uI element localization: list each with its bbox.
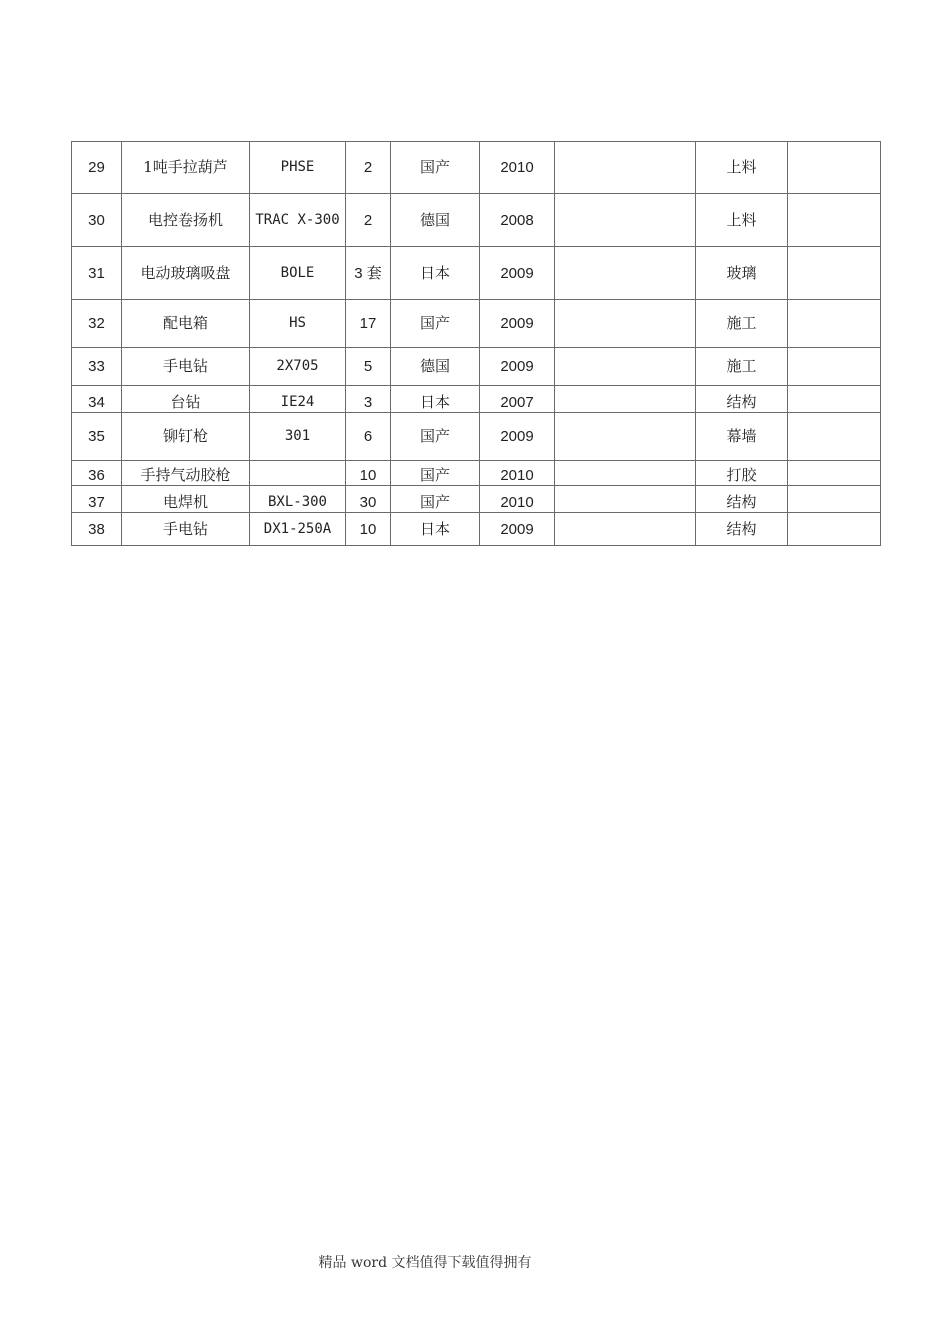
row-number: 38 — [72, 513, 122, 546]
equipment-quantity: 5 — [346, 348, 391, 386]
row-number: 31 — [72, 247, 122, 300]
blank-cell — [788, 513, 881, 546]
equipment-quantity: 2 — [346, 142, 391, 194]
row-number: 34 — [72, 386, 122, 413]
blank-cell — [555, 247, 696, 300]
blank-cell — [788, 461, 881, 486]
equipment-quantity: 3 套 — [346, 247, 391, 300]
equipment-year: 2009 — [480, 413, 555, 461]
equipment-quantity: 6 — [346, 413, 391, 461]
equipment-year: 2007 — [480, 386, 555, 413]
blank-cell — [788, 386, 881, 413]
equipment-quantity: 3 — [346, 386, 391, 413]
blank-cell — [788, 486, 881, 513]
equipment-use: 上料 — [696, 142, 788, 194]
equipment-name: 1吨手拉葫芦 — [122, 142, 250, 194]
table-row — [72, 386, 881, 413]
equipment-year: 2009 — [480, 300, 555, 348]
equipment-name: 电焊机 — [122, 486, 250, 513]
equipment-origin: 国产 — [391, 142, 480, 194]
equipment-name: 手电钻 — [122, 348, 250, 386]
equipment-quantity: 10 — [346, 461, 391, 486]
equipment-year: 2008 — [480, 194, 555, 247]
equipment-model: 2X705 — [250, 348, 346, 386]
blank-cell — [788, 300, 881, 348]
equipment-model: PHSE — [250, 142, 346, 194]
equipment-origin: 德国 — [391, 348, 480, 386]
equipment-year: 2010 — [480, 486, 555, 513]
equipment-quantity: 10 — [346, 513, 391, 546]
row-number: 30 — [72, 194, 122, 247]
equipment-model: 301 — [250, 413, 346, 461]
blank-cell — [555, 513, 696, 546]
equipment-use: 施工 — [696, 300, 788, 348]
equipment-name: 配电箱 — [122, 300, 250, 348]
equipment-model: BOLE — [250, 247, 346, 300]
equipment-origin: 日本 — [391, 386, 480, 413]
table-row — [72, 413, 881, 461]
row-number: 32 — [72, 300, 122, 348]
equipment-use: 玻璃 — [696, 247, 788, 300]
row-number: 36 — [72, 461, 122, 486]
equipment-name: 铆钉枪 — [122, 413, 250, 461]
equipment-origin: 国产 — [391, 486, 480, 513]
blank-cell — [555, 348, 696, 386]
equipment-quantity: 30 — [346, 486, 391, 513]
table-row — [72, 300, 881, 348]
equipment-name: 手持气动胶枪 — [122, 461, 250, 486]
equipment-model: IE24 — [250, 386, 346, 413]
blank-cell — [555, 413, 696, 461]
equipment-name: 手电钻 — [122, 513, 250, 546]
row-number: 29 — [72, 142, 122, 194]
equipment-quantity: 17 — [346, 300, 391, 348]
blank-cell — [788, 348, 881, 386]
equipment-year: 2009 — [480, 513, 555, 546]
equipment-origin: 国产 — [391, 300, 480, 348]
equipment-use: 打胶 — [696, 461, 788, 486]
table-row — [72, 513, 881, 546]
equipment-table — [71, 141, 881, 546]
equipment-model: HS — [250, 300, 346, 348]
equipment-use: 幕墙 — [696, 413, 788, 461]
equipment-year: 2010 — [480, 461, 555, 486]
blank-cell — [788, 142, 881, 194]
row-number: 35 — [72, 413, 122, 461]
equipment-origin: 日本 — [391, 513, 480, 546]
equipment-use: 上料 — [696, 194, 788, 247]
equipment-model: TRAC X-300 — [250, 194, 346, 247]
blank-cell — [555, 461, 696, 486]
equipment-model: BXL-300 — [250, 486, 346, 513]
table-row — [72, 461, 881, 486]
table-row — [72, 348, 881, 386]
blank-cell — [555, 142, 696, 194]
equipment-model — [250, 461, 346, 486]
equipment-year: 2009 — [480, 247, 555, 300]
equipment-use: 结构 — [696, 386, 788, 413]
blank-cell — [788, 194, 881, 247]
equipment-use: 结构 — [696, 486, 788, 513]
blank-cell — [788, 413, 881, 461]
page-footer: 精品 word 文档值得下载值得拥有 — [318, 1255, 532, 1271]
equipment-use: 结构 — [696, 513, 788, 546]
blank-cell — [555, 486, 696, 513]
blank-cell — [555, 300, 696, 348]
equipment-year: 2009 — [480, 348, 555, 386]
table-row — [72, 142, 881, 194]
equipment-origin: 德国 — [391, 194, 480, 247]
equipment-model: DX1-250A — [250, 513, 346, 546]
blank-cell — [555, 194, 696, 247]
equipment-name: 电控卷扬机 — [122, 194, 250, 247]
equipment-quantity: 2 — [346, 194, 391, 247]
equipment-origin: 日本 — [391, 247, 480, 300]
equipment-origin: 国产 — [391, 413, 480, 461]
equipment-year: 2010 — [480, 142, 555, 194]
table-row — [72, 486, 881, 513]
row-number: 37 — [72, 486, 122, 513]
equipment-use: 施工 — [696, 348, 788, 386]
table-row — [72, 247, 881, 300]
equipment-name: 电动玻璃吸盘 — [122, 247, 250, 300]
row-number: 33 — [72, 348, 122, 386]
table-row — [72, 194, 881, 247]
blank-cell — [788, 247, 881, 300]
equipment-name: 台钻 — [122, 386, 250, 413]
equipment-origin: 国产 — [391, 461, 480, 486]
blank-cell — [555, 386, 696, 413]
